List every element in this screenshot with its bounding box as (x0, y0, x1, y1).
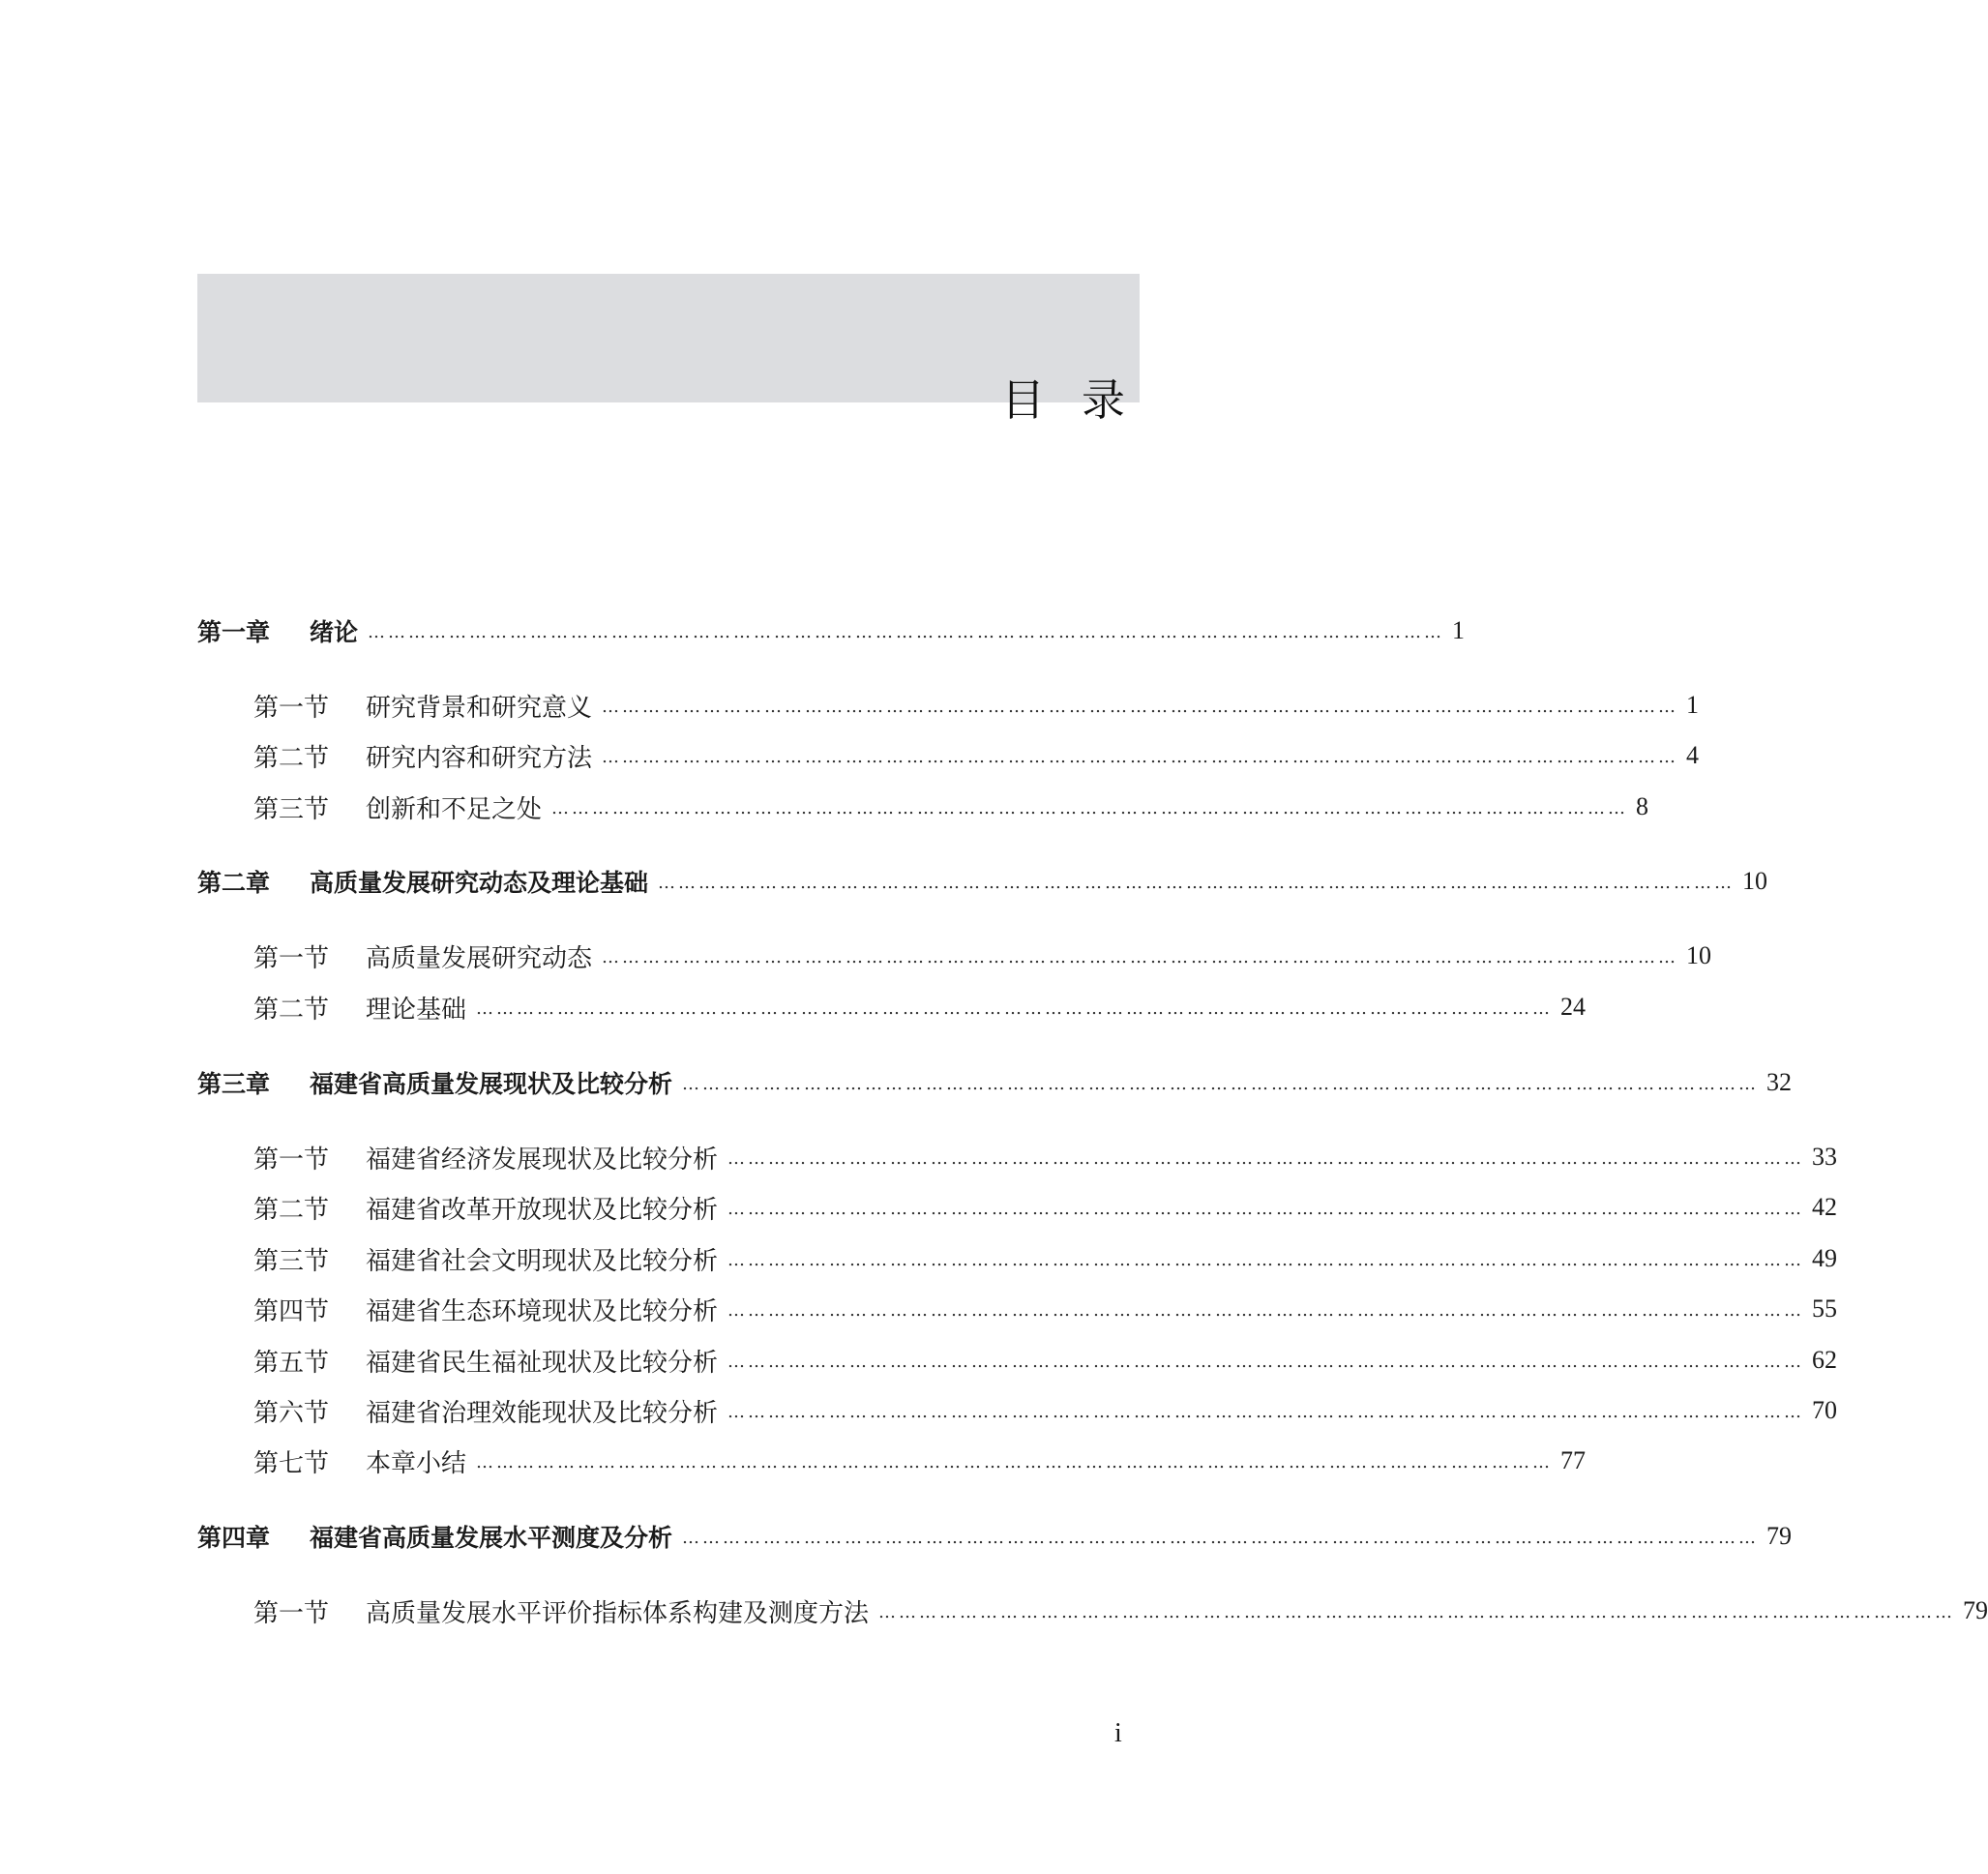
toc-entry-page: 24 (1560, 993, 1587, 1021)
dot-leader: …………………………………………………………………………………………………………………………………………… (602, 696, 1679, 717)
dot-leader: …………………………………………………………………………………………………………………………………………… (658, 872, 1736, 893)
toc-entry-number: 第五节 (253, 1348, 330, 1378)
toc-entry-page: 79 (1963, 1596, 1988, 1624)
toc-section-3-6[interactable] (197, 1389, 1838, 1432)
toc-entry-title: 高质量发展研究动态及理论基础 (310, 869, 649, 897)
toc-entry-page: 1 (1686, 691, 1700, 719)
toc-entry-title: 研究内容和研究方法 (366, 743, 593, 773)
toc-entry-number: 第一节 (253, 1598, 330, 1628)
toc-section-3-7[interactable] (197, 1440, 1587, 1482)
toc-entry-page: 8 (1636, 792, 1649, 820)
toc-entry-number: 第一节 (253, 693, 330, 723)
toc-chapter-1[interactable] (197, 610, 1466, 652)
toc-entry-title: 高质量发展研究动态 (366, 943, 593, 973)
toc-entry-title: 研究背景和研究意义 (366, 693, 593, 723)
toc-entry-title: 福建省高质量发展现状及比较分析 (310, 1070, 673, 1098)
toc-section-3-2[interactable] (197, 1186, 1838, 1229)
toc-entry-page: 49 (1812, 1244, 1838, 1272)
toc-entry-number: 第三节 (253, 794, 330, 824)
toc-section-3-5[interactable] (197, 1339, 1838, 1382)
toc-entry-number: 第三章 (197, 1070, 271, 1098)
toc-entry-page: 4 (1686, 741, 1700, 769)
toc-entry-number: 第一节 (253, 943, 330, 973)
page-folio: i (1114, 1718, 1122, 1748)
dot-leader: …………………………………………………………………………………………………………………………………………… (727, 1198, 1805, 1219)
title-band (197, 274, 1140, 402)
toc-section-3-3[interactable] (197, 1237, 1838, 1280)
toc-entry-title: 福建省生态环境现状及比较分析 (366, 1296, 719, 1326)
toc-section-3-4[interactable] (197, 1288, 1838, 1330)
dot-leader: …………………………………………………………………………………………………………………………………………… (682, 1073, 1760, 1094)
toc-entry-title: 福建省经济发展现状及比较分析 (366, 1145, 719, 1175)
toc-entry-page: 79 (1766, 1522, 1793, 1550)
toc-chapter-2[interactable] (197, 860, 1768, 903)
toc-entry-number: 第二节 (253, 743, 330, 773)
toc-entry-title: 福建省社会文明现状及比较分析 (366, 1246, 719, 1276)
dot-leader: …………………………………………………………………………………………………………………………………………… (727, 1351, 1805, 1372)
dot-leader: …………………………………………………………………………………………………………………………………………… (476, 1451, 1554, 1472)
toc-entry-page: 10 (1686, 941, 1712, 969)
toc-entry-page: 62 (1812, 1346, 1838, 1374)
toc-entry-number: 第二节 (253, 995, 330, 1025)
toc-entry-number: 第一节 (253, 1145, 330, 1175)
toc-entry-title: 绪论 (310, 618, 359, 646)
dot-leader: …………………………………………………………………………………………………………………………………………… (602, 746, 1679, 767)
dot-leader: …………………………………………………………………………………………………………………………………………… (727, 1249, 1805, 1270)
toc-entry-title: 福建省改革开放现状及比较分析 (366, 1195, 719, 1225)
toc-chapter-3[interactable] (197, 1061, 1793, 1104)
toc-entry-title: 本章小结 (366, 1448, 467, 1478)
dot-leader: …………………………………………………………………………………………………………………………………………… (727, 1147, 1805, 1169)
toc-entry-number: 第二节 (253, 1195, 330, 1225)
toc-section-2-2[interactable] (197, 986, 1587, 1028)
dot-leader: …………………………………………………………………………………………………………………………………………… (368, 621, 1445, 642)
toc-entry-number: 第三节 (253, 1246, 330, 1276)
toc-entry-title: 福建省治理效能现状及比较分析 (366, 1398, 719, 1428)
toc-entry-page: 1 (1452, 616, 1466, 644)
toc-section-1-1[interactable] (197, 684, 1700, 727)
toc-entry-page: 77 (1560, 1446, 1587, 1474)
toc-entry-title: 福建省高质量发展水平测度及分析 (310, 1524, 673, 1552)
dot-leader: …………………………………………………………………………………………………………………………………………… (878, 1601, 1956, 1622)
toc-entry-title: 高质量发展水平评价指标体系构建及测度方法 (366, 1598, 870, 1628)
dot-leader: …………………………………………………………………………………………………………………………………………… (682, 1527, 1760, 1548)
toc-entry-number: 第二章 (197, 869, 271, 897)
toc-entry-number: 第七节 (253, 1448, 330, 1478)
toc-section-3-1[interactable] (197, 1136, 1838, 1178)
toc-section-1-3[interactable] (197, 786, 1649, 828)
toc-entry-number: 第六节 (253, 1398, 330, 1428)
toc-entry-page: 42 (1812, 1193, 1838, 1221)
toc-entry-number: 第四章 (197, 1524, 271, 1552)
toc-section-1-2[interactable] (197, 734, 1700, 777)
dot-leader: …………………………………………………………………………………………………………………………………………… (476, 997, 1554, 1019)
toc-entry-page: 33 (1812, 1143, 1838, 1171)
toc-section-2-1[interactable] (197, 935, 1712, 977)
toc-entry-page: 32 (1766, 1068, 1793, 1096)
toc-entry-title: 理论基础 (366, 995, 467, 1025)
toc-entry-number: 第一章 (197, 618, 271, 646)
dot-leader: …………………………………………………………………………………………………………………………………………… (551, 797, 1629, 818)
toc-entry-page: 10 (1742, 867, 1768, 895)
toc-entry-page: 70 (1812, 1396, 1838, 1424)
page-title: 目录 (1000, 374, 1162, 426)
dot-leader: …………………………………………………………………………………………………………………………………………… (727, 1401, 1805, 1422)
dot-leader: …………………………………………………………………………………………………………………………………………… (727, 1299, 1805, 1321)
toc-entry-page: 55 (1812, 1294, 1838, 1323)
toc-entry-title: 福建省民生福祉现状及比较分析 (366, 1348, 719, 1378)
dot-leader: …………………………………………………………………………………………………………………………………………… (602, 946, 1679, 967)
toc-chapter-4[interactable] (197, 1515, 1793, 1558)
toc-entry-number: 第四节 (253, 1296, 330, 1326)
toc-entry-title: 创新和不足之处 (366, 794, 543, 824)
toc-section-4-1[interactable] (197, 1590, 1988, 1632)
